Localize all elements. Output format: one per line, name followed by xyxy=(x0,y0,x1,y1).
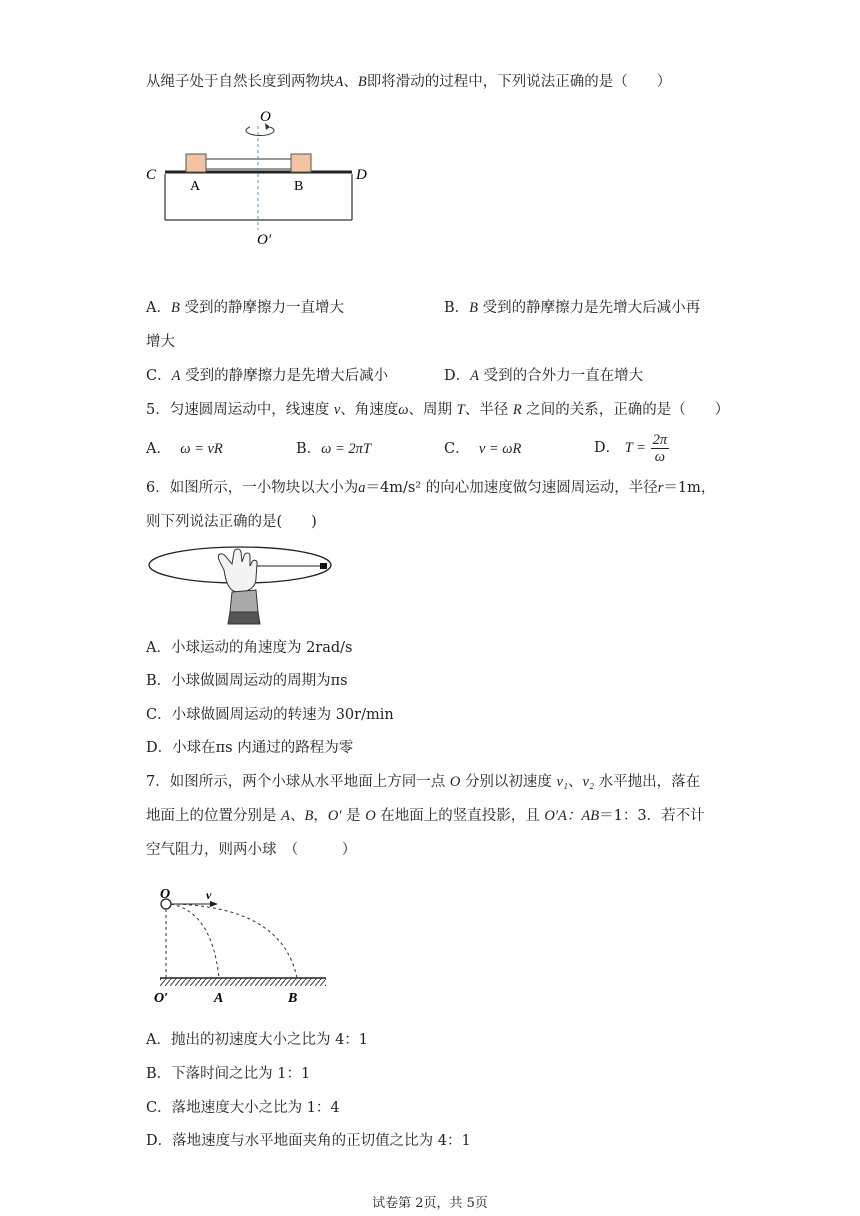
label-b: B xyxy=(294,179,304,194)
text: 、 xyxy=(568,774,583,790)
text: 、 xyxy=(289,808,305,824)
q7-option-b[interactable]: B．下落时间之比为 1：1 xyxy=(146,1066,311,1082)
text: 从绳子处于自然长度到两物块 xyxy=(146,74,335,90)
formula: ω = 2πT xyxy=(321,441,372,457)
text: 、半径 xyxy=(464,402,509,418)
var-v: v xyxy=(333,402,341,418)
option-letter: C． xyxy=(146,368,172,384)
label-o-prime: O′ xyxy=(257,232,272,246)
var: B xyxy=(170,300,180,316)
hand-circle-figure xyxy=(146,540,342,626)
q6-option-d[interactable]: D．小球在πs 内通过的路程为零 xyxy=(146,740,354,756)
var-v1: v₁ xyxy=(556,774,569,790)
var-r: R xyxy=(512,402,522,418)
text: 7．如图所示，两个小球从水平地面上方同一点 xyxy=(146,774,446,790)
q4-option-a[interactable] xyxy=(146,298,344,318)
question-4-stem-tail xyxy=(146,72,671,92)
rotating-rod-figure xyxy=(140,106,380,246)
option-text: 受到的静摩擦力是先增大后减小再 xyxy=(482,300,701,316)
text: ， xyxy=(313,808,328,824)
text: ＝1：3．若不计 xyxy=(599,808,705,824)
text: 即将滑动的过程中，下列说法正确的是（ ） xyxy=(366,74,672,90)
var: A xyxy=(470,368,479,384)
var-r: r xyxy=(657,480,664,496)
var-omega: ω xyxy=(398,402,409,418)
q6-option-b[interactable]: B．小球做圆周运动的周期为πs xyxy=(146,673,348,689)
text: 、角速度 xyxy=(340,402,399,418)
var-o: O xyxy=(365,808,376,824)
numerator: 2π xyxy=(652,431,668,448)
text: 5．匀速圆周运动中，线速度 xyxy=(146,402,330,418)
var-o-prime: O′ xyxy=(327,808,342,824)
label-a: A xyxy=(214,991,224,1006)
question-7-stem-line1 xyxy=(146,772,700,792)
var: B xyxy=(469,300,479,316)
q7-option-c[interactable]: C．落地速度大小之比为 1：4 xyxy=(146,1100,340,1116)
denominator: ω xyxy=(654,448,665,465)
question-6-stem-line2: 则下列说法正确的是( ) xyxy=(146,514,317,530)
ratio: O′A：AB xyxy=(544,808,600,824)
question-7-stem-line2 xyxy=(146,806,705,826)
option-letter: D． xyxy=(444,368,471,384)
block-a xyxy=(186,154,206,172)
label-o: O xyxy=(260,109,271,125)
text: ＝4m/s² 的向心加速度做匀速圆周运动，半径 xyxy=(365,480,658,496)
text: ＝1m， xyxy=(663,480,716,496)
block-b xyxy=(291,154,311,172)
option-letter: A． xyxy=(146,441,171,457)
q6-option-a[interactable]: A．小球运动的角速度为 2rad/s xyxy=(146,640,353,656)
text: 之间的关系，正确的是（ ） xyxy=(526,402,730,418)
label-a: A xyxy=(190,179,201,194)
formula: T = xyxy=(624,440,646,456)
var-a: A xyxy=(334,74,344,90)
formula: ω = vR xyxy=(180,441,223,457)
q4-option-c[interactable] xyxy=(146,366,388,386)
label-o-prime: O′ xyxy=(154,991,169,1006)
var-v2: v₂ xyxy=(582,774,595,790)
text: 是 xyxy=(346,808,361,824)
q7-option-d[interactable]: D．落地速度与水平地面夹角的正切值之比为 4：1 xyxy=(146,1133,471,1149)
option-text: 受到的静摩擦力一直增大 xyxy=(184,300,344,316)
var-b: B xyxy=(304,808,314,824)
option-letter: A． xyxy=(146,300,171,316)
question-5-stem xyxy=(146,400,729,420)
label-b: B xyxy=(288,991,298,1006)
q6-option-c[interactable]: C．小球做圆周运动的转速为 30r/min xyxy=(146,707,394,723)
var-b: B xyxy=(357,74,367,90)
text: 地面上的位置分别是 xyxy=(146,808,277,824)
var-a: a xyxy=(358,480,366,496)
var-t: T xyxy=(456,402,465,418)
question-6-stem-line1 xyxy=(146,478,715,498)
text: 在地面上的竖直投影，且 xyxy=(380,808,540,824)
text: 、周期 xyxy=(408,402,453,418)
projectile-figure xyxy=(150,872,332,1006)
option-text: 受到的静摩擦力是先增大后减小 xyxy=(185,368,389,384)
option-letter: B． xyxy=(444,300,470,316)
var-o: O xyxy=(449,774,461,790)
var: A xyxy=(171,368,181,384)
text: 水平抛出，落在 xyxy=(598,774,701,790)
option-letter: C． xyxy=(444,441,470,457)
q7-option-a[interactable]: A．抛出的初速度大小之比为 4：1 xyxy=(146,1032,369,1048)
rotation-arrow-icon xyxy=(246,127,274,135)
label-v: v xyxy=(206,888,212,902)
q4-option-b-continued xyxy=(146,332,175,352)
q5-option-d[interactable] xyxy=(594,428,669,468)
text: 、 xyxy=(343,74,358,90)
option-text: 增大 xyxy=(146,334,175,350)
var-a: A xyxy=(281,808,290,824)
question-7-stem-line3: 空气阻力，则两小球 （ ） xyxy=(146,842,357,858)
formula: v = ωR xyxy=(478,441,522,457)
option-letter: B． xyxy=(296,441,322,457)
text: 6．如图所示，一小物块以大小为 xyxy=(146,480,359,496)
block xyxy=(320,563,327,569)
label-o: O xyxy=(160,887,171,902)
q5-option-c[interactable] xyxy=(444,439,521,459)
q5-option-b[interactable] xyxy=(296,439,371,459)
q5-option-a[interactable] xyxy=(146,439,223,459)
label-c: C xyxy=(146,167,157,183)
q4-option-d[interactable] xyxy=(444,366,643,386)
fraction xyxy=(651,432,670,465)
label-d: D xyxy=(356,167,367,183)
option-text: 受到的合外力一直在增大 xyxy=(483,368,644,384)
text: 分别以初速度 xyxy=(464,774,552,790)
option-letter: D． xyxy=(594,440,621,456)
q4-option-b[interactable] xyxy=(444,298,700,318)
page-footer: 试卷第 2页，共 5页 xyxy=(372,1196,488,1211)
